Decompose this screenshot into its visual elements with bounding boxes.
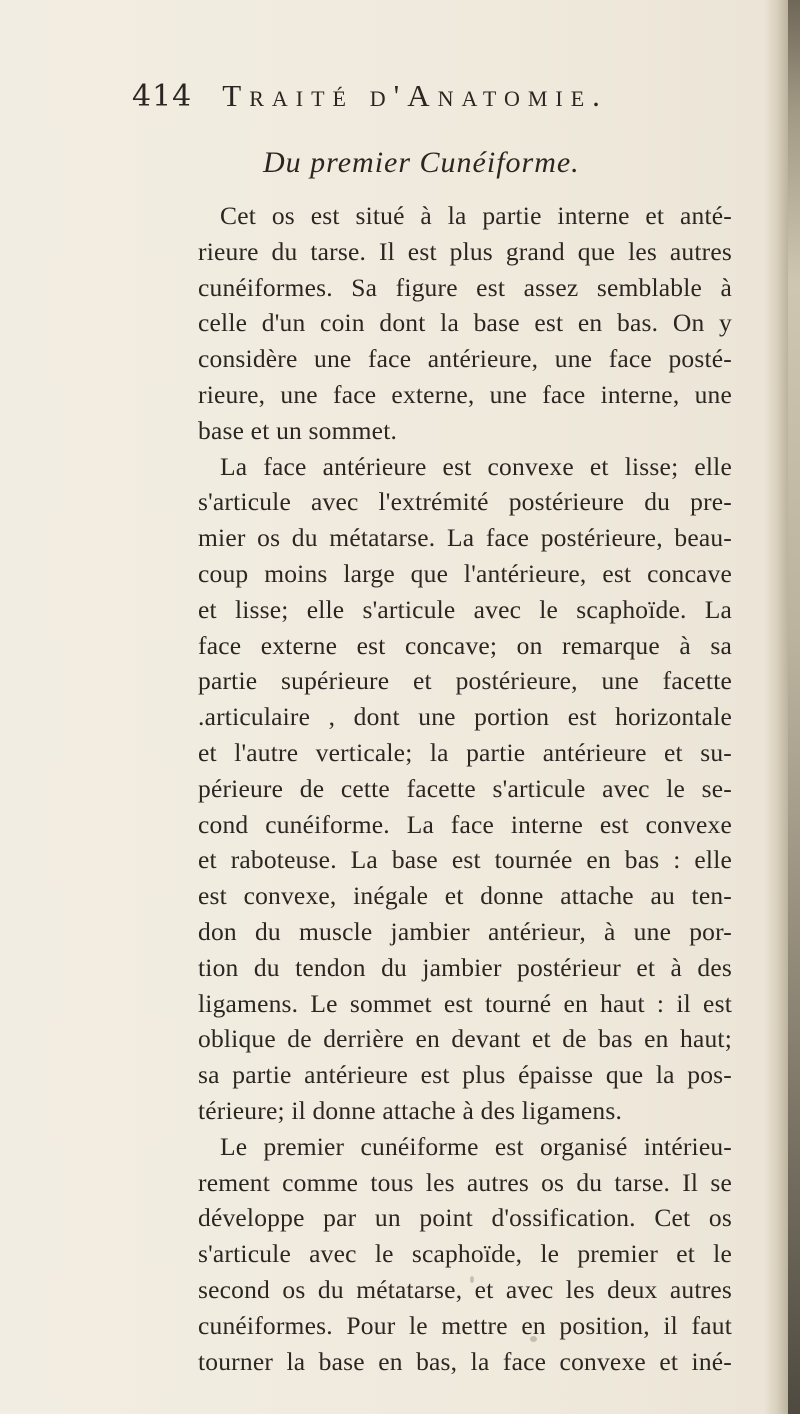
text-line: coup moins large que l'antérieure, est concave [198,558,732,588]
text-line: et l'autre verticale; la partie antérieure et su- [198,737,732,767]
ink-spot [530,1336,537,1342]
text-line: face externe est concave; on remarque à sa [198,630,732,660]
section-title: Du premier Cunéiforme. [263,146,580,179]
text-line: ligamens. Le sommet est tourné en haut : il est [198,988,732,1018]
text-line: périeure de cette facette s'articule avec le se- [198,773,732,803]
text-line: partie supérieure et postérieure, une facette [198,666,732,696]
page-header [132,78,732,134]
text-line: et raboteuse. La base est tournée en bas : elle [198,845,732,875]
text-line: térieure; il donne attache à des ligamens. [198,1095,623,1125]
ink-spot [470,1276,474,1283]
text-line: sa partie antérieure est plus épaisse que la pos- [198,1060,732,1090]
text-line: Cet os est situé à la partie interne et anté- [220,201,732,230]
text-line: .articulaire , dont une portion est horizontale [198,702,732,732]
text-line: s'articule avec l'extrémité postérieure du pre- [198,487,732,517]
text-line: rement comme tous les autres os du tarse. Il se [198,1167,732,1197]
text-line: celle d'un coin dont la base est en bas. On y [198,308,732,338]
text-line: La face antérieure est convexe et lisse; elle [220,451,732,481]
text-line: s'articule avec le scaphoïde, le premier et le [198,1239,732,1269]
text-line: cunéiformes. Pour le mettre en position, il faut [198,1310,732,1340]
text-line: rieure du tarse. Il est plus grand que les autres [198,236,732,266]
text-line: mier os du métatarse. La face postérieure, beau- [198,523,732,553]
text-line: développe par un point d'ossification. Cet os [198,1203,732,1233]
text-line: rieure, une face externe, une face interne, une [198,379,732,409]
text-line: oblique de derrière en devant et de bas en haut; [198,1024,732,1054]
text-line: base et un sommet. [198,415,398,445]
text-line: considère une face antérieure, une face posté- [198,344,732,374]
page-binding-shadow [788,0,800,1414]
page-number: 414 [132,79,193,114]
text-line: et lisse; elle s'articule avec le scaphoïde. La [198,594,732,624]
body-text [198,198,732,1379]
running-head: Traité d'Anatomie. [222,78,608,113]
text-line: don du muscle jambier antérieur, à une por- [198,916,732,946]
text-line: cunéiformes. Sa figure est assez semblable à [198,272,732,302]
text-line: tourner la base en bas, la face convexe et iné- [198,1346,732,1376]
text-line: est convexe, inégale et donne attache au ten- [198,881,732,911]
text-line: cond cunéiforme. La face interne est convexe [198,809,732,839]
text-line: tion du tendon du jambier postérieur et à des [198,952,732,982]
text-line: Le premier cunéiforme est organisé intérieu- [220,1131,732,1161]
text-line: second os du métatarse, et avec les deux autres [198,1274,732,1304]
